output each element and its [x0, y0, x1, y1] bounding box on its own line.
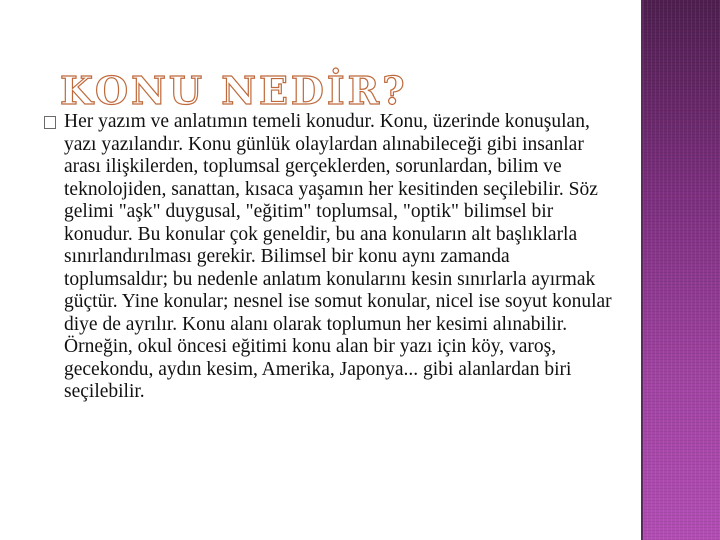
decorative-side-band	[641, 0, 720, 540]
slide-title: KONU NEDİR?	[60, 68, 408, 113]
bullet-item	[44, 111, 614, 404]
square-bullet-icon	[44, 116, 56, 129]
bullet-text: Her yazım ve anlatımın temeli konudur. Konu, üzerinde konuşulan, yazı yazılandır. Konu günlük olaylardan alınabileceği gibi insanlar arası ilişkilerden, toplumsal gerçeklerden, sorunlardan, bilim ve teknolojiden, sanattan, kısaca yaşamın her kesitinden seçilebilir. Söz gelimi "aşk" duygusal, "eğitim" toplumsal, "optik" bilimsel bir konudur. Bu konular çok geneldir, bu ana konuların alt başlıklarla sınırlandırılması gerekir. Bilimsel bir konu aynı zamanda toplumsaldır; bu nedenle anlatım konularını kesin sınırlarla ayırmak güçtür. Yine konular; nesnel ise somut konular, nicel ise soyut konular diye de ayrılır. Konu alanı olarak toplumun her kesimi alınabilir. Örneğin, okul öncesi eğitimi konu alan bir yazı için köy, varoş, gecekondu, aydın kesim, Amerika, Japonya... gibi alanlardan biri seçilebilir.	[64, 111, 612, 402]
